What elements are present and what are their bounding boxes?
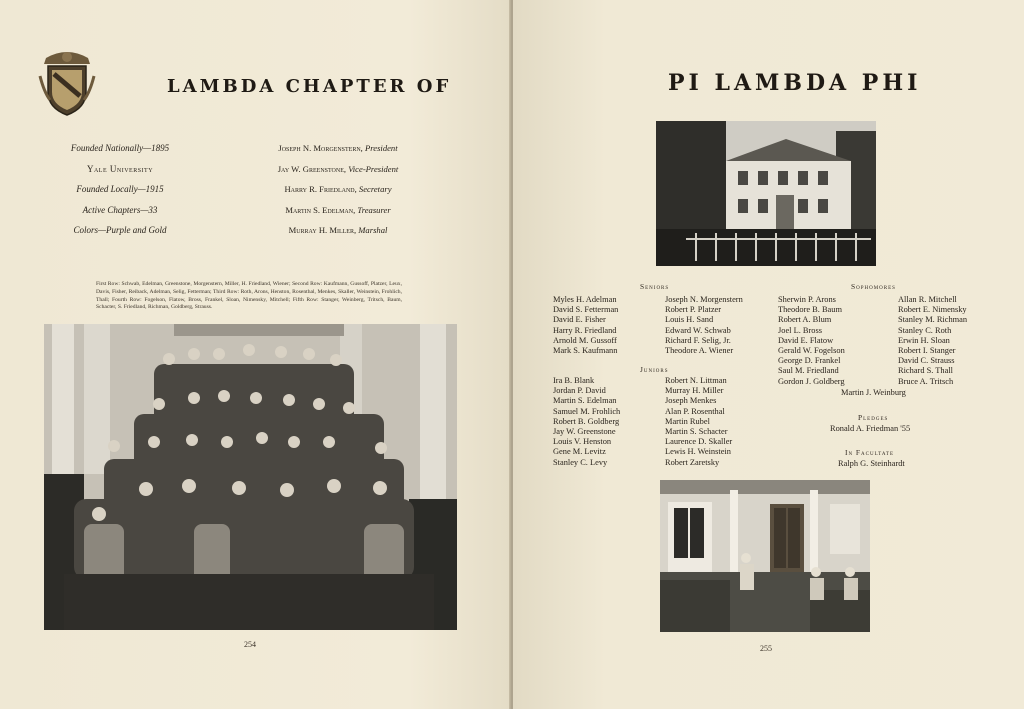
list-item: Martin S. Edelman: [553, 396, 617, 406]
list-item: Stanley C. Levy: [553, 457, 608, 467]
list-item: Richard S. Thall: [898, 366, 953, 376]
list-item: Laurence D. Skaller: [665, 437, 733, 447]
sophomores-list-2: [898, 295, 967, 387]
list-item: Ralph G. Steinhardt: [838, 459, 905, 468]
list-item: Bruce A. Tritsch: [898, 376, 954, 386]
fact-founded-locally: Founded Locally—1915: [76, 184, 164, 194]
list-item: Jay W. Greenstone: [553, 426, 616, 436]
fact-university: Yale University: [86, 163, 154, 174]
list-item: Erwin H. Sloan: [898, 335, 950, 345]
sophomores-list-1: [778, 295, 845, 387]
list-item: Saul M. Friedland: [778, 366, 839, 376]
list-item: David C. Strauss: [898, 356, 955, 366]
list-item: Robert N. Littman: [665, 376, 727, 385]
list-item: Lewis H. Weinstein: [665, 447, 731, 457]
list-item: Robert A. Blum: [778, 315, 832, 325]
pledges-heading: Pledges: [858, 413, 889, 422]
list-item: Sherwin P. Arons: [778, 295, 836, 304]
left-page-title: LAMBDA CHAPTER OF: [167, 76, 452, 97]
officer-role: President: [365, 143, 398, 153]
page-number-left: 254: [244, 640, 256, 649]
list-item: Samuel M. Frohlich: [553, 406, 621, 416]
seniors-list-2: [665, 295, 743, 356]
fraternity-crest: [38, 48, 96, 118]
officer-role: Vice-President: [348, 163, 399, 174]
list-item: Harry R. Friedland: [553, 325, 617, 335]
list-item: Joel L. Bross: [778, 325, 822, 335]
chapter-house-photo: [656, 121, 876, 266]
seniors-heading: Seniors: [640, 282, 670, 291]
list-item: Gene M. Levitz: [553, 447, 606, 457]
list-item: Martin Rubel: [665, 416, 710, 426]
list-item: Arnold M. Gussoff: [553, 335, 617, 345]
list-item: Theodore A. Wiener: [665, 345, 734, 355]
list-item: Murray H. Miller: [665, 386, 724, 396]
seniors-list-1: [553, 295, 618, 356]
list-item: Edward W. Schwab: [665, 325, 731, 335]
juniors-list-2: [665, 376, 732, 468]
list-item: Allan R. Mitchell: [898, 295, 957, 304]
fact-colors: Colors—Purple and Gold: [73, 225, 167, 235]
fact-active-chapters: Active Chapters—33: [82, 204, 158, 215]
officer-role: Secretary: [358, 184, 392, 194]
pledge-list: [830, 424, 910, 434]
list-item: Joseph N. Morgenstern: [665, 295, 743, 304]
list-item: George D. Frankel: [778, 356, 841, 366]
list-item: David S. Fetterman: [553, 305, 619, 315]
officer-name: Harry R. Friedland,: [284, 184, 357, 194]
list-item: Robert Zaretsky: [665, 457, 720, 467]
list-item: Mark S. Kaufmann: [553, 345, 618, 355]
chapter-facts: [40, 141, 200, 244]
list-item: Stanley C. Roth: [898, 325, 952, 335]
juniors-list-1: [553, 376, 620, 468]
list-item: Louis V. Henston: [553, 437, 612, 447]
list-item: Jordan P. David: [553, 386, 606, 396]
list-item: Myles H. Adelman: [553, 295, 617, 304]
officer-list: [258, 141, 418, 244]
list-item: David E. Fisher: [553, 315, 606, 325]
officer-name: Martin S. Edelman,: [285, 204, 356, 215]
officer-name: Joseph N. Morgenstern,: [278, 143, 363, 153]
house-image: [656, 121, 876, 266]
list-item: David E. Flatow: [778, 335, 834, 345]
list-item: Gerald W. Fogelson: [778, 345, 845, 355]
list-item: Robert I. Stanger: [898, 345, 956, 355]
list-item: Louis H. Sand: [665, 315, 714, 325]
officer-vice-president: [258, 162, 418, 183]
right-page-title: PI LAMBDA PHI: [668, 70, 922, 96]
porch-image: [660, 480, 870, 632]
list-item: Robert E. Nimensky: [898, 305, 967, 315]
fact-founded-nationally: Founded Nationally—1895: [70, 143, 170, 153]
sophomore-last: [841, 388, 906, 398]
officer-secretary: [258, 182, 418, 203]
officer-role: Marshal: [358, 225, 388, 235]
list-item: Ira B. Blank: [553, 376, 595, 385]
facultate-heading: In Facultate: [845, 448, 895, 457]
list-item: Stanley M. Richman: [898, 315, 968, 325]
officer-name: Murray H. Miller,: [288, 225, 357, 235]
juniors-heading: Juniors: [640, 365, 669, 374]
officer-name: Jay W. Greenstone,: [277, 163, 347, 174]
list-item: Richard F. Selig, Jr.: [665, 335, 731, 345]
list-item: Robert B. Goldberg: [553, 416, 620, 426]
list-item: Ronald A. Friedman '55: [830, 424, 911, 433]
officer-role: Treasurer: [357, 204, 391, 215]
porch-photo: [660, 480, 870, 632]
facultate-list: [838, 459, 905, 469]
list-item: Martin S. Schacter: [665, 426, 728, 436]
list-item: Gordon J. Goldberg: [778, 376, 845, 386]
list-item: Robert P. Platzer: [665, 305, 722, 315]
list-item: Theodore B. Baum: [778, 305, 842, 315]
page-number-right: 255: [760, 644, 772, 653]
photo-caption: First Row: Schwab, Edelman, Greenstone, Morgenstern, Miller, H. Friedland, Wiener; Second Row: Kaufmann, Gussoff, Platzer, Leux, Davis, Fisher, Reiback, Adelman, Selig, Fetterman; Third Row: Roth, Arons, Henston, Rosenthal, Menkes, Skaller, Weinstein, Frohlich, Thall; Fourth Row: Fogelson, Flatow, Bross, Frankel, Sloan, Nimensky, Mitchell; Fifth Row: Stanger, Weinberg, Tritsch, Baum, Schacter, S. Friedland, Richman, Goldberg, Strauss.: [96, 281, 402, 311]
list-item: Alan P. Rosenthal: [665, 406, 725, 416]
list-item: Martin J. Weinburg: [841, 388, 906, 397]
sophomores-heading: Sophomores: [851, 282, 896, 291]
officer-president: [258, 141, 418, 162]
list-item: Joseph Menkes: [665, 396, 717, 406]
officer-marshal: [258, 223, 418, 244]
officer-treasurer: [258, 203, 418, 224]
group-photo-image: [44, 324, 457, 630]
group-photo: [44, 324, 457, 630]
